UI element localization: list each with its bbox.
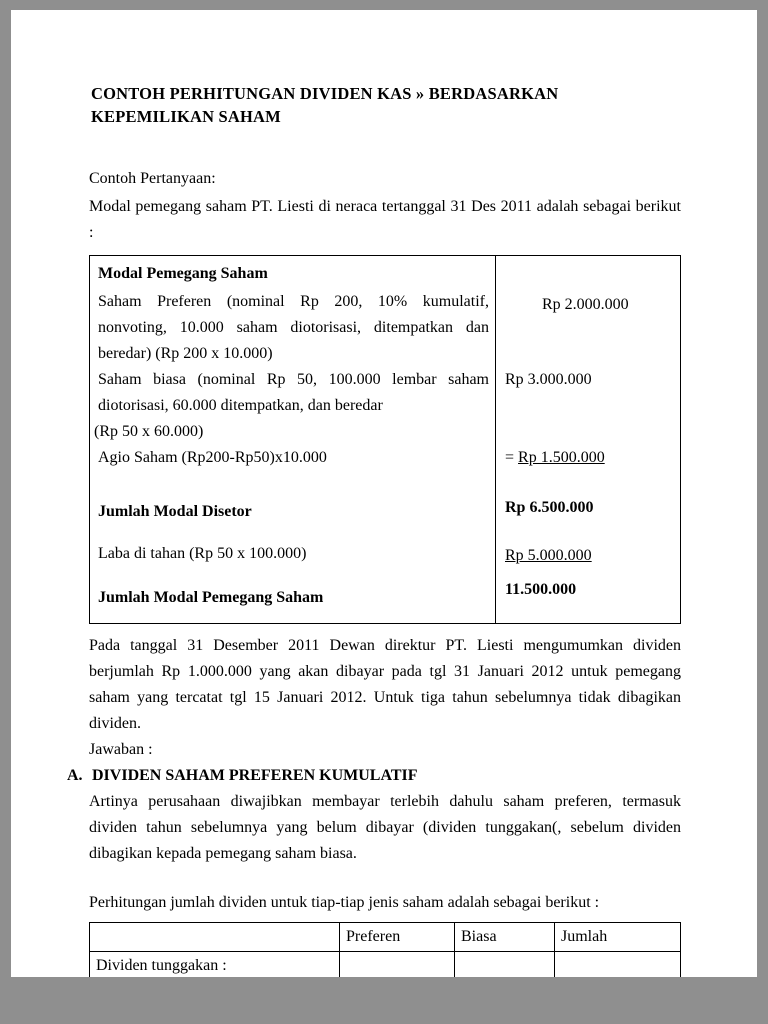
row-saham-preferen-value: Rp 2.000.000: [495, 289, 680, 367]
row-jumlah-modal-pemegang-value: 11.500.000: [495, 569, 680, 623]
intro-paragraph: Modal pemegang saham PT. Liesti di neraca tertanggal 31 Des 2011 adalah sebagai berikut :: [89, 198, 681, 241]
row-jumlah-modal-pemegang-label: Jumlah Modal Pemegang Saham: [98, 589, 324, 606]
contoh-pertanyaan-label: Contoh Pertanyaan:: [89, 170, 216, 187]
announcement-paragraph: Pada tanggal 31 Desember 2011 Dewan direktur PT. Liesti mengumumkan dividen berjumlah Rp 1.000.000 yang akan dibayar pada tgl 31 Januari 2012 untuk pemegang saham yang tercatat tgl 15 Januari 2012. Untuk tiga tahun sebelumnya tidak dibagikan dividen.: [89, 637, 681, 732]
row-jumlah-modal-disetor-value: Rp 6.500.000: [495, 471, 680, 525]
perhitungan-paragraph: Perhitungan jumlah dividen untuk tiap-tiap jenis saham adalah sebagai berikut :: [89, 894, 600, 911]
row-laba-ditahan-value: Rp 5.000.000: [495, 525, 680, 569]
row-agio-saham-label: Agio Saham (Rp200-Rp50)x10.000: [98, 449, 327, 466]
agio-amount: Rp 1.500.000: [518, 449, 605, 466]
capital-table-empty-cell: [495, 256, 680, 289]
row-agio-saham-value: [495, 445, 680, 471]
section-a-paragraph: Artinya perusahaan diwajibkan membayar terlebih dahulu saham preferen, termasuk dividen tahun sebelumnya yang belum dibayar (dividen tunggakan(, sebelum dividen dibagikan kepada pemegang saham biasa.: [89, 793, 681, 862]
header-preferen: Preferen: [340, 923, 455, 952]
header-biasa: Biasa: [455, 923, 555, 952]
cell-dividen-tunggakan-jumlah: [555, 952, 681, 978]
dividend-table-row: [90, 952, 681, 978]
dividend-table-header-row: [90, 923, 681, 952]
row-jumlah-modal-disetor-label: Jumlah Modal Disetor: [98, 503, 252, 520]
document-page: [11, 10, 757, 977]
dividend-table: [89, 922, 681, 977]
header-jumlah: Jumlah: [555, 923, 681, 952]
row-rp50x60000-label: (Rp 50 x 60.000): [94, 423, 204, 440]
cell-dividen-tunggakan-preferen: [340, 952, 455, 978]
row-saham-preferen-label: Saham Preferen (nominal Rp 200, 10% kumulatif, nonvoting, 10.000 saham diotorisasi, ditempatkan dan beredar) (Rp 200 x 10.000): [98, 293, 489, 362]
equals-sign: =: [505, 449, 515, 466]
section-a-heading: [67, 763, 681, 789]
jawaban-label: Jawaban :: [89, 741, 153, 758]
row-laba-ditahan-label: Laba di tahan (Rp 50 x 100.000): [98, 545, 307, 562]
row-saham-biasa-value: Rp 3.000.000: [495, 367, 680, 419]
capital-table: [89, 255, 681, 624]
page-title: CONTOH PERHITUNGAN DIVIDEN KAS » BERDASARKAN KEPEMILIKAN SAHAM: [91, 84, 559, 126]
row-rp50x60000-value: [495, 419, 680, 445]
header-empty-cell: [90, 923, 340, 952]
section-a-marker: A.: [67, 767, 83, 784]
capital-table-title: Modal Pemegang Saham: [98, 265, 268, 282]
cell-dividen-tunggakan-label: Dividen tunggakan :: [90, 952, 340, 978]
cell-dividen-tunggakan-biasa: [455, 952, 555, 978]
row-saham-biasa-label: Saham biasa (nominal Rp 50, 100.000 lembar saham diotorisasi, 60.000 ditempatkan, dan beredar: [98, 371, 489, 414]
section-a-title: DIVIDEN SAHAM PREFEREN KUMULATIF: [92, 767, 418, 784]
